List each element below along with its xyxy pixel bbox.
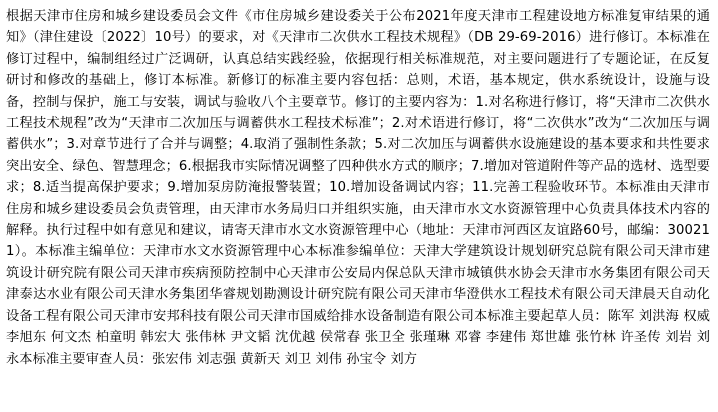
document-body-paragraph: 根据天津市住房和城乡建设委员会文件《市住房城乡建设委关于公布2021年度天津市工程建设地方标准复审结果的通知》（津住建设〔2022〕10号）的要求，对《天津市二次供水工程技术规程》（DB 29-69-2016）进行修订。本标准在修订过程中，编制组经过广泛调研，认真总结实践经验，依据现行相关标准规范，对主要问题进行了专题论证，在反复研讨和修改的基础上，修订本标准。新修订的标准主要内容包括：总则，术语，基本规定，供水系统设计，设施与设备，控制与保护，施工与安装，调试与验收八个主要章节。修订的主要内容为：1.对名称进行修订，将“天津市二次供水工程技术规程”改为“天津市二次加压与调蓄供水工程技术标准”；2.对术语进行修订，将“二次供水”改为“二次加压与调蓄供水”；3.对章节进行了合并与调整；4.取消了强制性条款；5.对二次加压与调蓄供水设施建设的基本要求和共性要求突出安全、绿色、智慧理念；6.根据我市实际情况调整了四种供水方式的顺序；7.增加对管道附件等产品的选材、选型要求；8.适当提高保护要求；9.增加泵房防淹报警装置；10.增加设备调试内容；11.完善工程验收环节。本标准由天津市住房和城乡建设委员会负责管理，由天津市水务局归口并组织实施，由天津市水文水资源管理中心负责具体技术内容的解释。执行过程中如有意见和建议，请寄天津市水文水资源管理中心（地址：天津市河西区友谊路60号，邮编：300211）。本标准主编单位：天津市水文水资源管理中心本标准参编单位：天津大学建筑设计规划研究总院有限公司天津市建筑设计研究院有限公司天津市疾病预防控制中心天津市公安局内保总队天津市城镇供水协会天津市水务集团有限公司天津泰达水业有限公司天津水务集团华睿规划勘测设计研究院有限公司天津市华澄供水工程技术有限公司天津晨天自动化设备工程有限公司天津市安邦科技有限公司天津市国威给排水设备制造有限公司本标准主要起草人员：陈军 刘洪海 权威 李旭东 何文杰 柏童明 韩宏大 张伟林 尹文韬 沈优越 侯常春 张卫全 张瑾琳 邓睿 李建伟 郑世雄 张竹林 许圣传 刘岩 刘永本标准主要审查人员：张宏伟 刘志强 黄新天 刘卫 刘伟 孙宝令 刘方 xyxy=(6,9,710,367)
